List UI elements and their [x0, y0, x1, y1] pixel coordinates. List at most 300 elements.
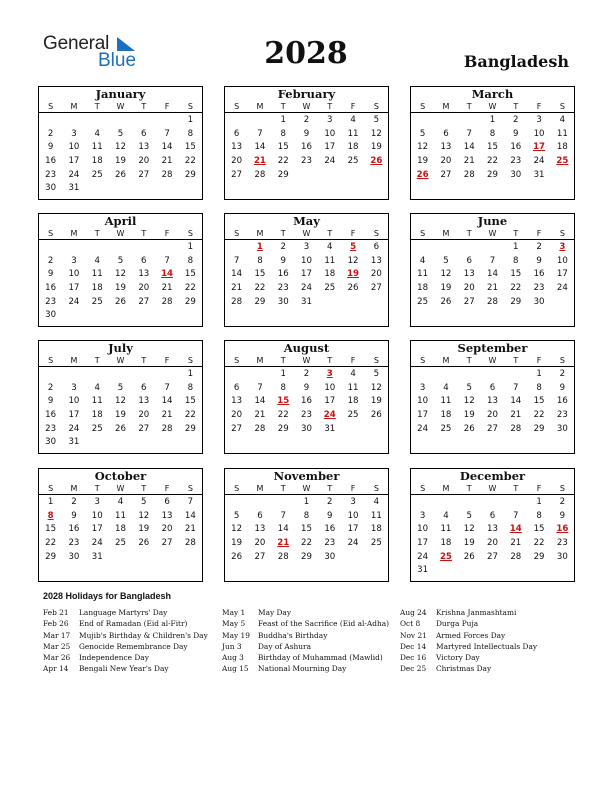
- day-cell: 9: [280, 255, 286, 266]
- day-cell: 14: [277, 524, 289, 535]
- weekday-label: S: [234, 102, 240, 111]
- holiday-row: [222, 618, 389, 629]
- empty-cell: [109, 114, 132, 128]
- weekday-label: W: [488, 484, 497, 493]
- weekday-label: T: [327, 356, 333, 365]
- weekday-label: M: [442, 484, 450, 493]
- day-cell: 14: [510, 396, 522, 407]
- weekday-label: T: [94, 102, 100, 111]
- day-cell: 22: [184, 156, 196, 167]
- day-cell: 6: [141, 128, 147, 139]
- month-title: December: [459, 469, 526, 483]
- day-cell: 14: [161, 142, 173, 153]
- day-cell: 1: [513, 242, 519, 252]
- weekday-label: M: [442, 102, 450, 111]
- day-cell: 23: [533, 283, 545, 294]
- day-cell: 13: [370, 255, 382, 266]
- day-cell: 5: [443, 255, 449, 266]
- day-cell: 28: [463, 169, 475, 180]
- weekday-label: T: [513, 356, 519, 365]
- weekday-header: [39, 355, 202, 367]
- weekday-label: T: [466, 356, 472, 365]
- holiday-day-cell: 1: [256, 242, 263, 252]
- day-cell: 18: [347, 142, 359, 153]
- day-grid: [411, 113, 574, 182]
- day-cell: 13: [138, 396, 150, 407]
- day-cell: 22: [487, 156, 498, 167]
- day-cell: 8: [280, 128, 286, 139]
- weekday-label: T: [141, 229, 147, 238]
- day-cell: 20: [138, 156, 150, 167]
- day-cell: 29: [301, 551, 312, 562]
- day-cell: 23: [45, 423, 57, 434]
- day-cell: 5: [466, 382, 472, 393]
- day-cell: 25: [91, 423, 103, 434]
- day-cell: 26: [231, 551, 243, 562]
- day-cell: 26: [115, 169, 126, 180]
- day-cell: 24: [68, 296, 80, 307]
- empty-cell: [132, 241, 155, 255]
- day-cell: 1: [47, 497, 54, 507]
- weekday-label: M: [256, 102, 264, 111]
- day-grid: [225, 240, 388, 309]
- day-cell: 5: [373, 115, 380, 125]
- holiday-column: [400, 607, 537, 675]
- day-cell: 8: [187, 255, 194, 266]
- holiday-name: Genocide Remembrance Day: [79, 641, 188, 651]
- day-cell: 1: [187, 369, 194, 379]
- day-cell: 16: [301, 396, 312, 407]
- day-cell: 26: [463, 423, 475, 434]
- day-cell: 1: [303, 497, 310, 507]
- day-cell: 15: [301, 524, 312, 535]
- day-cell: 6: [233, 128, 240, 139]
- day-cell: 3: [350, 497, 356, 507]
- day-cell: 28: [254, 423, 266, 434]
- day-cell: 20: [487, 410, 498, 421]
- day-cell: 22: [510, 283, 522, 294]
- empty-cell: [39, 114, 62, 128]
- day-cell: 2: [303, 115, 310, 125]
- day-cell: 12: [370, 382, 382, 393]
- day-cell: 2: [71, 497, 77, 507]
- day-cell: 22: [277, 156, 289, 167]
- holiday-date: Mar 17: [43, 630, 71, 640]
- weekday-label: S: [234, 229, 240, 238]
- day-cell: 18: [556, 142, 568, 153]
- holiday-date: Dec 16: [400, 653, 427, 663]
- empty-cell: [225, 368, 248, 382]
- empty-cell: [86, 368, 109, 382]
- day-cell: 10: [68, 396, 80, 407]
- empty-cell: [504, 368, 527, 382]
- day-cell: 25: [347, 156, 359, 167]
- holiday-date: Dec 14: [400, 641, 427, 651]
- day-cell: 16: [68, 524, 80, 535]
- day-cell: 28: [277, 551, 289, 562]
- day-cell: 16: [324, 524, 336, 535]
- weekday-label: T: [94, 484, 100, 493]
- day-cell: 12: [417, 142, 429, 153]
- day-cell: 18: [91, 410, 103, 421]
- day-cell: 7: [233, 255, 240, 266]
- day-cell: 12: [115, 142, 126, 153]
- weekday-label: T: [141, 102, 147, 111]
- weekday-label: T: [141, 484, 147, 493]
- day-cell: 19: [463, 538, 475, 549]
- weekday-header: [411, 355, 574, 367]
- weekday-label: W: [116, 356, 125, 365]
- day-cell: 26: [115, 296, 126, 307]
- holiday-date: May 19: [222, 630, 250, 640]
- day-cell: 10: [301, 255, 312, 266]
- day-cell: 12: [463, 524, 475, 535]
- day-cell: 9: [303, 382, 310, 393]
- day-cell: 6: [257, 510, 263, 521]
- day-cell: 17: [556, 269, 568, 280]
- day-cell: 3: [71, 128, 77, 139]
- weekday-header: [39, 228, 202, 240]
- day-grid: [411, 367, 574, 436]
- day-cell: 28: [184, 538, 196, 549]
- day-cell: 19: [231, 538, 243, 549]
- weekday-label: F: [536, 229, 542, 238]
- day-cell: 25: [417, 296, 429, 307]
- month-title: March: [471, 87, 514, 101]
- holiday-row: [400, 607, 537, 618]
- weekday-header: [39, 483, 202, 495]
- day-cell: 2: [303, 369, 310, 379]
- day-cell: 7: [164, 128, 170, 139]
- day-cell: 11: [440, 396, 452, 407]
- day-cell: 28: [487, 296, 498, 307]
- day-cell: 28: [510, 423, 522, 434]
- day-cell: 24: [68, 169, 80, 180]
- day-cell: 26: [440, 296, 452, 307]
- day-cell: 11: [91, 269, 103, 280]
- holiday-name: Armed Forces Day: [436, 630, 506, 640]
- day-cell: 8: [187, 382, 194, 393]
- day-cell: 21: [184, 524, 196, 535]
- weekday-label: F: [350, 484, 356, 493]
- day-cell: 17: [68, 410, 80, 421]
- day-cell: 17: [417, 410, 429, 421]
- day-grid: [411, 495, 574, 578]
- day-cell: 19: [138, 524, 150, 535]
- day-cell: 14: [254, 142, 266, 153]
- day-cell: 8: [489, 128, 496, 139]
- day-cell: 4: [373, 497, 380, 507]
- holiday-row: [222, 641, 389, 652]
- day-cell: 15: [510, 269, 522, 280]
- day-cell: 7: [466, 128, 472, 139]
- holiday-name: National Mourning Day: [258, 664, 347, 674]
- empty-cell: [155, 241, 178, 255]
- day-grid: [411, 240, 574, 309]
- day-cell: 10: [68, 142, 80, 153]
- weekday-label: S: [48, 356, 54, 365]
- weekday-label: F: [164, 356, 170, 365]
- day-cell: 13: [161, 510, 173, 521]
- holiday-row: [222, 630, 389, 641]
- day-cell: 1: [536, 369, 542, 379]
- day-cell: 2: [47, 255, 54, 266]
- day-cell: 8: [536, 510, 542, 521]
- day-cell: 9: [559, 510, 566, 521]
- holiday-day-cell: 14: [509, 524, 522, 535]
- day-cell: 21: [161, 156, 173, 167]
- weekday-label: W: [302, 356, 311, 365]
- day-cell: 30: [45, 310, 57, 321]
- holiday-day-cell: 8: [47, 510, 54, 521]
- month-may: [224, 213, 389, 327]
- day-cell: 11: [324, 255, 336, 266]
- empty-cell: [434, 241, 457, 255]
- day-cell: 2: [559, 369, 566, 379]
- day-cell: 20: [487, 538, 498, 549]
- day-cell: 10: [324, 382, 336, 393]
- holiday-row: [43, 652, 208, 663]
- empty-cell: [132, 368, 155, 382]
- weekday-label: F: [536, 356, 542, 365]
- holiday-date: May 1: [222, 608, 246, 617]
- day-cell: 19: [115, 283, 126, 294]
- day-cell: 9: [47, 142, 54, 153]
- day-cell: 5: [233, 510, 240, 521]
- empty-cell: [481, 368, 504, 382]
- day-cell: 11: [556, 128, 568, 139]
- day-cell: 7: [513, 510, 519, 521]
- day-cell: 9: [536, 255, 542, 266]
- day-cell: 2: [47, 382, 54, 393]
- weekday-label: S: [373, 484, 379, 493]
- day-grid: [225, 367, 388, 436]
- day-cell: 4: [94, 382, 100, 393]
- empty-cell: [225, 114, 248, 128]
- day-cell: 7: [489, 255, 496, 266]
- day-cell: 31: [91, 551, 103, 562]
- day-cell: 3: [71, 255, 77, 266]
- holiday-date: Dec 25: [400, 664, 427, 674]
- weekday-label: S: [420, 229, 426, 238]
- day-cell: 19: [440, 283, 452, 294]
- empty-cell: [248, 496, 271, 510]
- day-cell: 25: [440, 423, 452, 434]
- holiday-date: Mar 26: [43, 653, 71, 663]
- empty-cell: [411, 368, 434, 382]
- day-cell: 8: [303, 510, 310, 521]
- empty-cell: [481, 241, 504, 255]
- month-title: January: [95, 87, 146, 101]
- calendar-year: 2028: [264, 36, 348, 71]
- day-cell: 3: [419, 382, 426, 393]
- day-cell: 5: [141, 497, 147, 507]
- day-cell: 25: [324, 283, 336, 294]
- holiday-day-cell: 14: [161, 269, 174, 280]
- holiday-day-cell: 3: [559, 242, 566, 252]
- day-cell: 1: [280, 369, 286, 379]
- day-cell: 13: [138, 269, 150, 280]
- day-cell: 29: [533, 551, 545, 562]
- weekday-label: W: [302, 229, 311, 238]
- weekday-label: S: [559, 229, 565, 238]
- day-cell: 20: [138, 410, 150, 421]
- day-cell: 21: [510, 410, 522, 421]
- month-january: [38, 86, 203, 200]
- day-cell: 31: [324, 423, 336, 434]
- day-cell: 6: [141, 255, 147, 266]
- empty-cell: [481, 496, 504, 510]
- day-cell: 31: [533, 169, 545, 180]
- day-cell: 18: [91, 156, 103, 167]
- weekday-label: W: [488, 356, 497, 365]
- holiday-row: [222, 663, 389, 674]
- holiday-row: [43, 641, 208, 652]
- holiday-date: Apr 14: [43, 664, 69, 674]
- day-cell: 4: [327, 242, 333, 252]
- day-cell: 26: [463, 551, 475, 562]
- day-cell: 24: [68, 423, 80, 434]
- day-cell: 27: [138, 169, 150, 180]
- empty-cell: [39, 241, 62, 255]
- weekday-label: F: [350, 356, 356, 365]
- day-grid: [39, 495, 202, 564]
- empty-cell: [458, 496, 481, 510]
- empty-cell: [248, 114, 271, 128]
- day-cell: 7: [257, 382, 263, 393]
- day-cell: 15: [487, 142, 498, 153]
- weekday-label: S: [420, 102, 426, 111]
- day-cell: 6: [141, 382, 147, 393]
- holiday-name: Buddha's Birthday: [258, 630, 328, 640]
- day-cell: 29: [184, 169, 196, 180]
- holidays-title: 2028 Holidays for Bangladesh: [43, 591, 172, 601]
- day-cell: 17: [68, 156, 80, 167]
- day-cell: 14: [487, 269, 498, 280]
- empty-cell: [225, 496, 248, 510]
- day-cell: 14: [254, 396, 266, 407]
- holiday-date: Oct 8: [400, 619, 421, 629]
- day-cell: 27: [161, 538, 173, 549]
- day-cell: 5: [373, 369, 380, 379]
- weekday-label: F: [350, 102, 356, 111]
- weekday-label: W: [116, 229, 125, 238]
- month-title: August: [283, 341, 330, 355]
- day-cell: 27: [138, 296, 150, 307]
- day-cell: 15: [254, 269, 266, 280]
- holiday-date: Aug 3: [222, 653, 244, 663]
- day-cell: 19: [370, 142, 382, 153]
- day-cell: 4: [350, 115, 356, 125]
- day-cell: 29: [533, 423, 545, 434]
- day-cell: 23: [301, 156, 312, 167]
- weekday-label: M: [256, 356, 264, 365]
- weekday-label: S: [373, 102, 379, 111]
- day-cell: 7: [513, 382, 519, 393]
- day-cell: 30: [277, 296, 289, 307]
- empty-cell: [86, 114, 109, 128]
- day-cell: 18: [417, 283, 429, 294]
- day-cell: 15: [45, 524, 57, 535]
- day-grid: [39, 240, 202, 323]
- day-cell: 31: [301, 296, 312, 307]
- holiday-row: [222, 652, 389, 663]
- day-cell: 20: [254, 538, 266, 549]
- day-cell: 17: [324, 142, 336, 153]
- day-cell: 14: [184, 510, 196, 521]
- day-cell: 23: [45, 296, 57, 307]
- day-grid: [225, 495, 388, 564]
- day-cell: 6: [164, 497, 170, 507]
- day-cell: 28: [510, 551, 522, 562]
- day-cell: 4: [443, 510, 449, 521]
- day-cell: 25: [91, 169, 103, 180]
- day-cell: 27: [487, 551, 498, 562]
- day-cell: 5: [117, 128, 124, 139]
- day-cell: 18: [347, 396, 359, 407]
- day-cell: 6: [489, 510, 496, 521]
- day-cell: 11: [347, 128, 359, 139]
- holiday-day-cell: 24: [323, 410, 336, 421]
- day-cell: 17: [68, 283, 80, 294]
- day-cell: 4: [419, 255, 426, 266]
- empty-cell: [504, 496, 527, 510]
- day-cell: 13: [487, 396, 498, 407]
- day-cell: 10: [417, 524, 429, 535]
- weekday-label: M: [256, 229, 264, 238]
- day-cell: 9: [71, 510, 77, 521]
- day-cell: 29: [254, 296, 266, 307]
- day-cell: 27: [370, 283, 382, 294]
- day-cell: 4: [350, 369, 356, 379]
- day-cell: 4: [94, 255, 100, 266]
- day-cell: 19: [115, 156, 126, 167]
- weekday-label: S: [48, 102, 54, 111]
- weekday-label: T: [280, 102, 286, 111]
- day-cell: 7: [164, 382, 170, 393]
- day-grid: [39, 367, 202, 450]
- day-cell: 20: [440, 156, 452, 167]
- holiday-name: Feast of the Sacrifice (Eid al-Adha): [258, 619, 390, 629]
- day-cell: 15: [184, 269, 196, 280]
- day-cell: 7: [187, 497, 194, 507]
- day-cell: 29: [277, 169, 289, 180]
- day-cell: 25: [91, 296, 103, 307]
- month-july: [38, 340, 203, 454]
- day-cell: 13: [463, 269, 475, 280]
- day-cell: 20: [138, 283, 150, 294]
- holiday-row: [400, 618, 537, 629]
- day-cell: 12: [440, 269, 452, 280]
- day-cell: 21: [161, 410, 173, 421]
- day-cell: 27: [487, 423, 498, 434]
- day-cell: 5: [466, 510, 472, 521]
- holiday-name: Bengali New Year's Day: [79, 664, 169, 674]
- month-march: [410, 86, 575, 200]
- holiday-day-cell: 21: [253, 156, 266, 167]
- weekday-label: W: [302, 102, 311, 111]
- weekday-label: S: [420, 484, 426, 493]
- day-cell: 23: [556, 538, 568, 549]
- day-cell: 23: [324, 538, 336, 549]
- day-cell: 24: [91, 538, 103, 549]
- day-cell: 3: [419, 510, 426, 521]
- day-cell: 6: [489, 382, 496, 393]
- day-cell: 29: [184, 296, 196, 307]
- day-cell: 13: [231, 396, 243, 407]
- holiday-day-cell: 26: [416, 169, 429, 180]
- weekday-label: T: [513, 102, 519, 111]
